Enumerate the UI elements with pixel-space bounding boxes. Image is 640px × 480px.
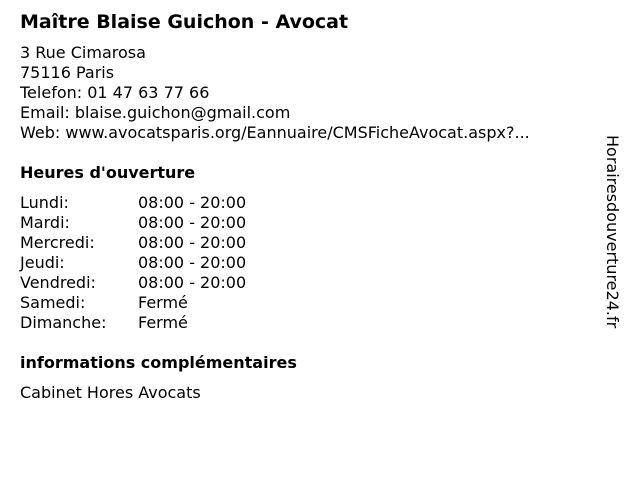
- additional-info-text: Cabinet Hores Avocats: [20, 383, 201, 402]
- hours-day: Lundi:: [20, 193, 69, 212]
- hours-row-thursday: [20, 253, 246, 273]
- opening-hours-heading: Heures d'ouverture: [20, 163, 196, 182]
- hours-day: Vendredi:: [20, 273, 96, 292]
- hours-time: 08:00 - 20:00: [138, 273, 247, 292]
- additional-info-heading: informations complémentaires: [20, 353, 297, 372]
- hours-row-friday: [20, 273, 246, 293]
- hours-day: Jeudi:: [20, 253, 65, 272]
- hours-time: Fermé: [138, 313, 188, 332]
- hours-time: Fermé: [138, 293, 188, 312]
- contact-block: [20, 43, 530, 143]
- hours-row-sunday: [20, 313, 246, 333]
- hours-row-saturday: [20, 293, 246, 313]
- hours-time: 08:00 - 20:00: [138, 253, 247, 272]
- site-brand-watermark: Horairesdouverture24.fr: [603, 135, 622, 329]
- address-city: 75116 Paris: [20, 63, 115, 82]
- hours-time: 08:00 - 20:00: [138, 193, 247, 212]
- address-street: 3 Rue Cimarosa: [20, 43, 146, 62]
- hours-day: Dimanche:: [20, 313, 107, 332]
- hours-day: Samedi:: [20, 293, 86, 312]
- hours-row-tuesday: [20, 213, 246, 233]
- hours-row-monday: [20, 193, 246, 213]
- website-line: Web: www.avocatsparis.org/Eannuaire/CMSFicheAvocat.aspx?...: [20, 123, 530, 142]
- hours-time: 08:00 - 20:00: [138, 233, 247, 252]
- hours-row-wednesday: [20, 233, 246, 253]
- email-line: Email: blaise.guichon@gmail.com: [20, 103, 291, 122]
- phone-line: Telefon: 01 47 63 77 66: [20, 83, 210, 102]
- hours-day: Mercredi:: [20, 233, 95, 252]
- opening-hours-table: [20, 193, 246, 333]
- hours-time: 08:00 - 20:00: [138, 213, 247, 232]
- page-title: Maître Blaise Guichon - Avocat: [20, 11, 349, 33]
- hours-day: Mardi:: [20, 213, 70, 232]
